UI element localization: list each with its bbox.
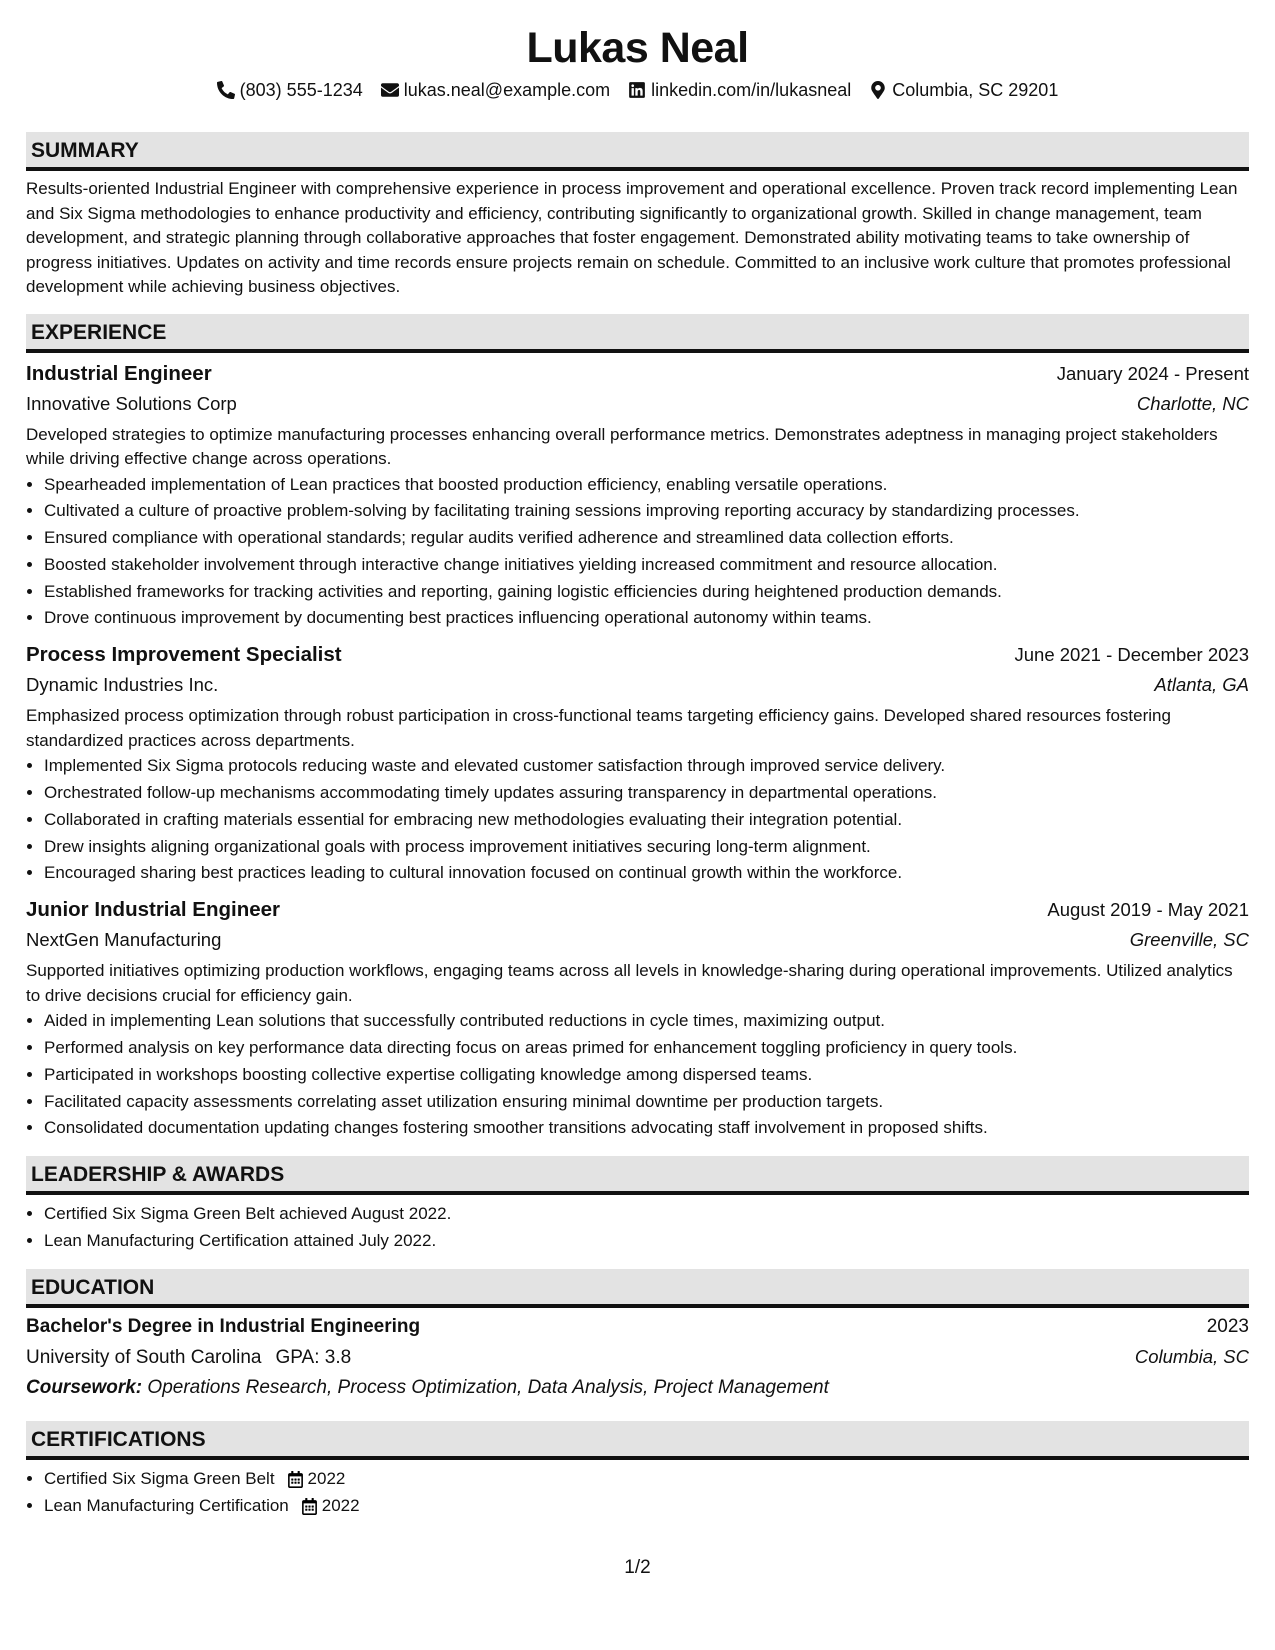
list-item: • Ensured compliance with operational standards; regular audits verified adherence and streamlined data collection efforts. xyxy=(44,525,1249,552)
job-description: Emphasized process optimization through robust participation in cross-functional teams targeting efficiency gains. Developed shared resources fostering standardized practices across departments. xyxy=(26,706,1171,750)
list-item: • Drove continuous improvement by documenting best practices influencing operational autonomy within teams. xyxy=(44,605,1249,632)
candidate-name: Lukas Neal xyxy=(526,24,749,72)
cert-year: 2022 xyxy=(307,1468,346,1488)
summary-section xyxy=(26,132,1249,300)
job-company: NextGen Manufacturing xyxy=(26,929,222,951)
job-location: Greenville, SC xyxy=(1129,929,1249,951)
job-entry xyxy=(26,359,1249,633)
job-location: Atlanta, GA xyxy=(1154,674,1249,696)
job-bullets xyxy=(26,753,1249,887)
linkedin-text: linkedin.com/in/lukasneal xyxy=(651,80,852,100)
job-bullets xyxy=(26,1008,1249,1142)
list-item: • Performed analysis on key performance data directing focus on areas primed for enhancement toggling proficiency in query tools. xyxy=(44,1035,1249,1062)
envelope-icon xyxy=(381,81,399,99)
list-item: • Certified Six Sigma Green Belt achieved August 2022. xyxy=(44,1201,1249,1228)
job-bullets xyxy=(26,472,1249,633)
linkedin-icon xyxy=(628,81,646,99)
education-section xyxy=(26,1269,1249,1403)
leadership-heading: LEADERSHIP & AWARDS xyxy=(26,1156,1249,1195)
gpa: GPA: 3.8 xyxy=(275,1346,352,1368)
job-description: Supported initiatives optimizing production workflows, engaging teams across all levels in knowledge-sharing during operational improvements. Utilized analytics to drive decisions crucial for efficiency gain. xyxy=(26,961,1233,1005)
calendar-icon xyxy=(301,1498,318,1515)
job-dates: June 2021 - December 2023 xyxy=(1014,644,1249,666)
contact-email[interactable] xyxy=(381,78,610,102)
experience-heading: EXPERIENCE xyxy=(26,314,1249,353)
coursework xyxy=(26,1373,1249,1403)
map-marker-icon xyxy=(869,81,887,99)
list-item: • Established frameworks for tracking activities and reporting, gaining logistic efficiencies during heightened production demands. xyxy=(44,579,1249,606)
job-title: Junior Industrial Engineer xyxy=(26,898,281,922)
list-item: • Participated in workshops boosting collective expertise colligating knowledge among dispersed teams. xyxy=(44,1062,1249,1089)
degree-title: Bachelor's Degree in Industrial Engineering xyxy=(26,1315,421,1337)
certifications-section xyxy=(26,1421,1249,1520)
list-item: • Consolidated documentation updating changes fostering smoother transitions advocating staff involvement in proposed shifts. xyxy=(44,1115,1249,1142)
list-item: • Aided in implementing Lean solutions that successfully contributed reductions in cycle times, maximizing output. xyxy=(44,1008,1249,1035)
calendar-icon xyxy=(287,1471,304,1488)
list-item: • Lean Manufacturing Certification attained July 2022. xyxy=(44,1228,1249,1255)
list-item: • Collaborated in crafting materials essential for embracing new methodologies evaluating their integration potential. xyxy=(44,807,1249,834)
list-item: • Facilitated capacity assessments correlating asset utilization ensuring minimal downtime per production targets. xyxy=(44,1089,1249,1116)
phone-text: (803) 555-1234 xyxy=(239,80,363,100)
page-number: 1/2 xyxy=(624,1557,651,1578)
school-name: University of South Carolina xyxy=(26,1346,262,1368)
cert-name: • Lean Manufacturing Certification xyxy=(44,1495,289,1515)
email-text: lukas.neal@example.com xyxy=(403,80,611,100)
job-entry xyxy=(26,640,1249,887)
job-title: Process Improvement Specialist xyxy=(26,643,342,667)
list-item xyxy=(44,1466,1249,1493)
list-item: • Encouraged sharing best practices leading to cultural innovation focused on continual growth within the workforce. xyxy=(44,860,1249,887)
list-item: • Implemented Six Sigma protocols reducing waste and elevated customer satisfaction through improved service delivery. xyxy=(44,753,1249,780)
list-item: • Drew insights aligning organizational goals with process improvement initiatives securing long-term alignment. xyxy=(44,834,1249,861)
certifications-list xyxy=(26,1466,1249,1520)
leadership-list xyxy=(26,1201,1249,1255)
contact-location xyxy=(869,78,1058,102)
job-company: Dynamic Industries Inc. xyxy=(26,674,219,696)
job-dates: August 2019 - May 2021 xyxy=(1047,899,1249,921)
list-item xyxy=(44,1493,1249,1520)
coursework-label: Coursework: xyxy=(26,1376,143,1398)
list-item: • Orchestrated follow-up mechanisms accommodating timely updates assuring transparency in departmental operations. xyxy=(44,780,1249,807)
list-item: • Cultivated a culture of proactive problem-solving by facilitating training sessions improving reporting accuracy by standardizing processes. xyxy=(44,498,1249,525)
contact-bar xyxy=(26,78,1249,102)
school-location: Columbia, SC xyxy=(1134,1345,1249,1367)
certifications-heading: CERTIFICATIONS xyxy=(26,1421,1249,1460)
cert-name: • Certified Six Sigma Green Belt xyxy=(44,1468,275,1488)
resume-page xyxy=(26,0,1249,1519)
list-item: • Spearheaded implementation of Lean practices that boosted production efficiency, enabling versatile operations. xyxy=(44,472,1249,499)
contact-linkedin[interactable] xyxy=(628,78,851,102)
list-item: • Boosted stakeholder involvement through interactive change initiatives yielding increased commitment and resource allocation. xyxy=(44,552,1249,579)
experience-section xyxy=(26,314,1249,1143)
summary-heading: SUMMARY xyxy=(26,132,1249,171)
job-location: Charlotte, NC xyxy=(1136,392,1249,414)
leadership-section xyxy=(26,1156,1249,1255)
coursework-list: Operations Research, Process Optimization, Data Analysis, Project Management xyxy=(147,1376,829,1398)
summary-text: Results-oriented Industrial Engineer with comprehensive experience in process improvement and operational excellence. Proven track record implementing Lean and Six Sigma methodologies to enhance productivity and efficiency, contributing significantly to organizational growth. Skilled in change management, team development, and strategic planning through collaborative approaches that foster engagement. Demonstrated ability motivating teams to take ownership of progress initiatives. Updates on activity and time records ensure projects remain on schedule. Committed to an inclusive work culture that promotes professional development while achieving business objectives. xyxy=(26,179,1238,296)
cert-year: 2022 xyxy=(321,1495,360,1515)
contact-phone xyxy=(217,78,363,102)
graduation-year: 2023 xyxy=(1206,1315,1249,1337)
job-description: Developed strategies to optimize manufacturing processes enhancing overall performance metrics. Demonstrates adeptness in managing project stakeholders while driving effective change across operations. xyxy=(26,424,1218,468)
education-heading: EDUCATION xyxy=(26,1269,1249,1308)
job-entry xyxy=(26,895,1249,1142)
job-dates: January 2024 - Present xyxy=(1056,362,1249,384)
job-title: Industrial Engineer xyxy=(26,361,212,385)
phone-icon xyxy=(217,81,235,99)
location-text: Columbia, SC 29201 xyxy=(892,80,1059,100)
job-company: Innovative Solutions Corp xyxy=(26,392,237,414)
